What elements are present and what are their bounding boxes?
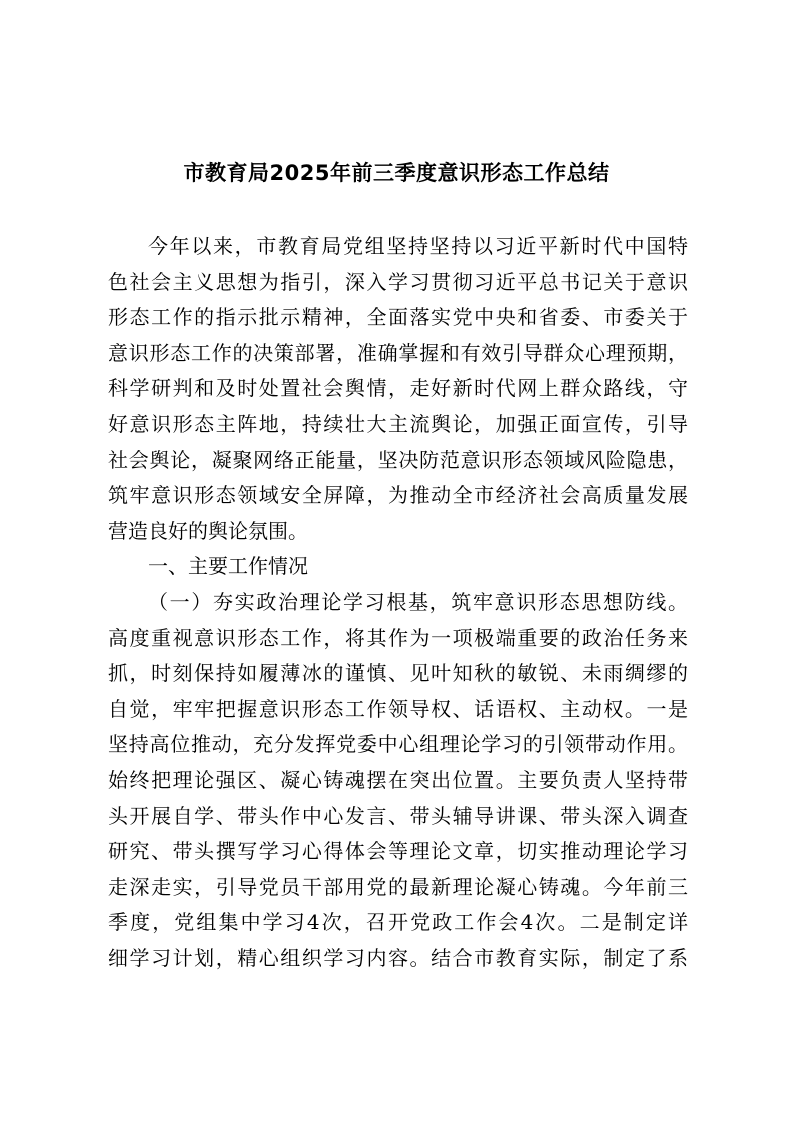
paragraph-line: 科学研判和及时处置社会舆情，走好新时代网上群众路线，守	[108, 376, 688, 401]
paragraph-line: 始终把理论强区、凝心铸魂摆在突出位置。主要负责人坚持带	[108, 767, 688, 792]
paragraph-line: 营造良好的舆论氛围。	[108, 518, 308, 543]
paragraph-line: 头开展自学、带头作中心发言、带头辅导讲课、带头深入调查	[108, 803, 688, 828]
paragraph-line: 抓，时刻保持如履薄冰的谨慎、见叶知秋的敏锐、未雨绸缪的	[108, 661, 688, 686]
paragraph-line: 自觉，牢牢把握意识形态工作领导权、话语权、主动权。一是	[108, 696, 688, 721]
paragraph-line: 意识形态工作的决策部署，准确掌握和有效引导群众心理预期，	[108, 340, 688, 365]
paragraph-line: 色社会主义思想为指引，深入学习贯彻习近平总书记关于意识	[108, 269, 688, 294]
document-body	[108, 229, 688, 976]
paragraph-line: 形态工作的指示批示精神，全面落实党中央和省委、市委关于	[108, 305, 688, 330]
section-heading: 一、主要工作情况	[148, 554, 308, 579]
paragraph-line: 高度重视意识形态工作，将其作为一项极端重要的政治任务来	[108, 625, 688, 650]
paragraph-line: 坚持高位推动，充分发挥党委中心组理论学习的引领带动作用。	[108, 732, 688, 757]
paragraph-line: 筑牢意识形态领域安全屏障，为推动全市经济社会高质量发展	[108, 483, 688, 508]
paragraph-line: 季度，党组集中学习4次，召开党政工作会4次。二是制定详	[108, 910, 688, 935]
paragraph-line: 细学习计划，精心组织学习内容。结合市教育实际，制定了系	[108, 945, 688, 970]
paragraph-line: （一）夯实政治理论学习根基，筑牢意识形态思想防线。	[148, 589, 688, 614]
paragraph-line: 走深走实，引导党员干部用党的最新理论凝心铸魂。今年前三	[108, 874, 688, 899]
paragraph-line: 好意识形态主阵地，持续壮大主流舆论，加强正面宣传，引导	[108, 411, 688, 436]
paragraph-line: 社会舆论，凝聚网络正能量，坚决防范意识形态领域风险隐患，	[108, 447, 688, 472]
document-title: 市教育局2025年前三季度意识形态工作总结	[183, 161, 610, 185]
paragraph-line: 今年以来，市教育局党组坚持坚持以习近平新时代中国特	[148, 234, 688, 258]
paragraph-line: 研究、带头撰写学习心得体会等理论文章，切实推动理论学习	[108, 839, 688, 864]
